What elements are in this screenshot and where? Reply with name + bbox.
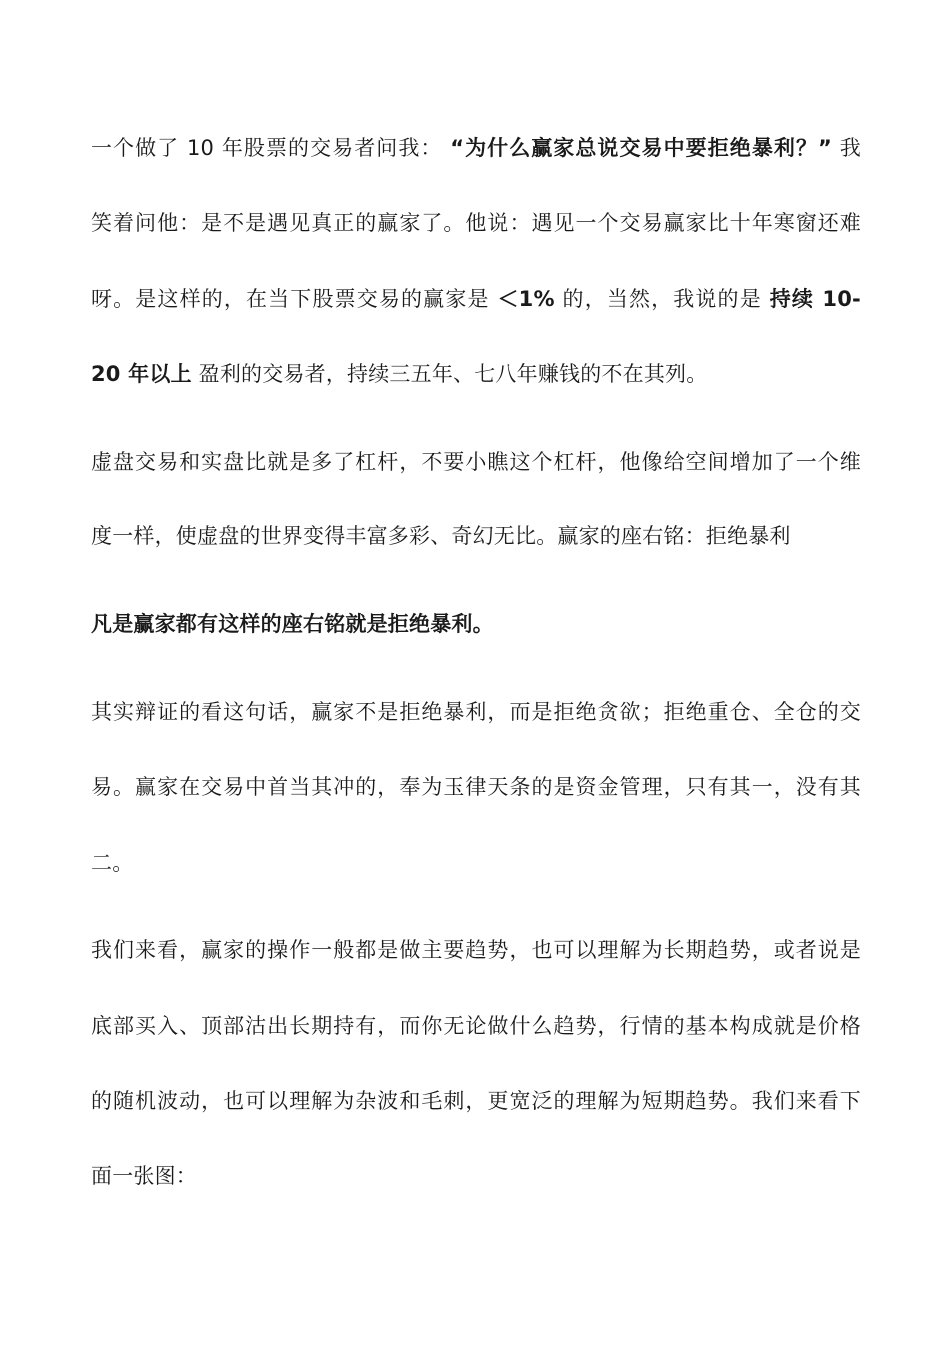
paragraph-5-line-2 bbox=[91, 1011, 861, 1041]
motto-text: 凡是赢家都有这样的座右铭就是拒绝暴利。 bbox=[91, 612, 494, 636]
p1-quoted-question: “为什么赢家总说交易中要拒绝暴利？” bbox=[450, 136, 833, 160]
paragraph-4-line-1 bbox=[91, 697, 861, 727]
bold-motto-heading bbox=[91, 609, 861, 639]
p1-duration-bold-cont: 20 年以上 bbox=[91, 362, 192, 386]
paragraph-1-line-1 bbox=[91, 133, 861, 163]
paragraph-1-line-3 bbox=[91, 284, 861, 314]
p1-intro-text: 一个做了 10 年股票的交易者问我： bbox=[91, 136, 443, 160]
p1-line3-text: 呀。是这样的，在当下股票交易的赢家是 bbox=[91, 287, 490, 311]
p4-line1-text: 其实辩证的看这句话，赢家不是拒绝暴利，而是拒绝贪欲；拒绝重仓、全仓的交 bbox=[91, 700, 861, 724]
p1-line4-text: 盈利的交易者，持续三五年、七八年赚钱的不在其列。 bbox=[198, 362, 708, 386]
p1-percentage: ＜1% bbox=[497, 287, 555, 311]
paragraph-5-line-4 bbox=[91, 1161, 861, 1191]
p5-line4-text: 面一张图： bbox=[91, 1164, 197, 1188]
paragraph-5-line-1 bbox=[91, 935, 861, 965]
p5-line2-text: 底部买入、顶部沽出长期持有，而你无论做什么趋势，行情的基本构成就是价格 bbox=[91, 1014, 861, 1038]
paragraph-1-line-4 bbox=[91, 359, 861, 389]
p4-line3-text: 二。 bbox=[91, 851, 134, 875]
p1-duration-bold: 持续 10- bbox=[769, 287, 861, 311]
paragraph-2-line-2 bbox=[91, 521, 861, 551]
p1-line3-middle: 的，当然，我说的是 bbox=[562, 287, 762, 311]
p5-line1-text: 我们来看，赢家的操作一般都是做主要趋势，也可以理解为长期趋势，或者说是 bbox=[91, 938, 861, 962]
p5-line3-text: 的随机波动，也可以理解为杂波和毛刺，更宽泛的理解为短期趋势。我们来看下 bbox=[91, 1089, 861, 1113]
p1-line1-tail: 我 bbox=[839, 136, 861, 160]
paragraph-2-line-1 bbox=[91, 447, 861, 477]
p4-line2-text: 易。赢家在交易中首当其冲的，奉为玉律天条的是资金管理，只有其一，没有其 bbox=[91, 775, 861, 799]
p2-line1-text: 虚盘交易和实盘比就是多了杠杆，不要小瞧这个杠杆，他像给空间增加了一个维 bbox=[91, 450, 861, 474]
p2-line2-text: 度一样，使虚盘的世界变得丰富多彩、奇幻无比。赢家的座右铭：拒绝暴利 bbox=[91, 524, 791, 548]
paragraph-4-line-3 bbox=[91, 848, 861, 878]
paragraph-4-line-2 bbox=[91, 772, 861, 802]
p1-line2-text: 笑着问他：是不是遇见真正的赢家了。他说：遇见一个交易赢家比十年寒窗还难 bbox=[91, 211, 861, 235]
paragraph-1-line-2 bbox=[91, 208, 861, 238]
paragraph-5-line-3 bbox=[91, 1086, 861, 1116]
